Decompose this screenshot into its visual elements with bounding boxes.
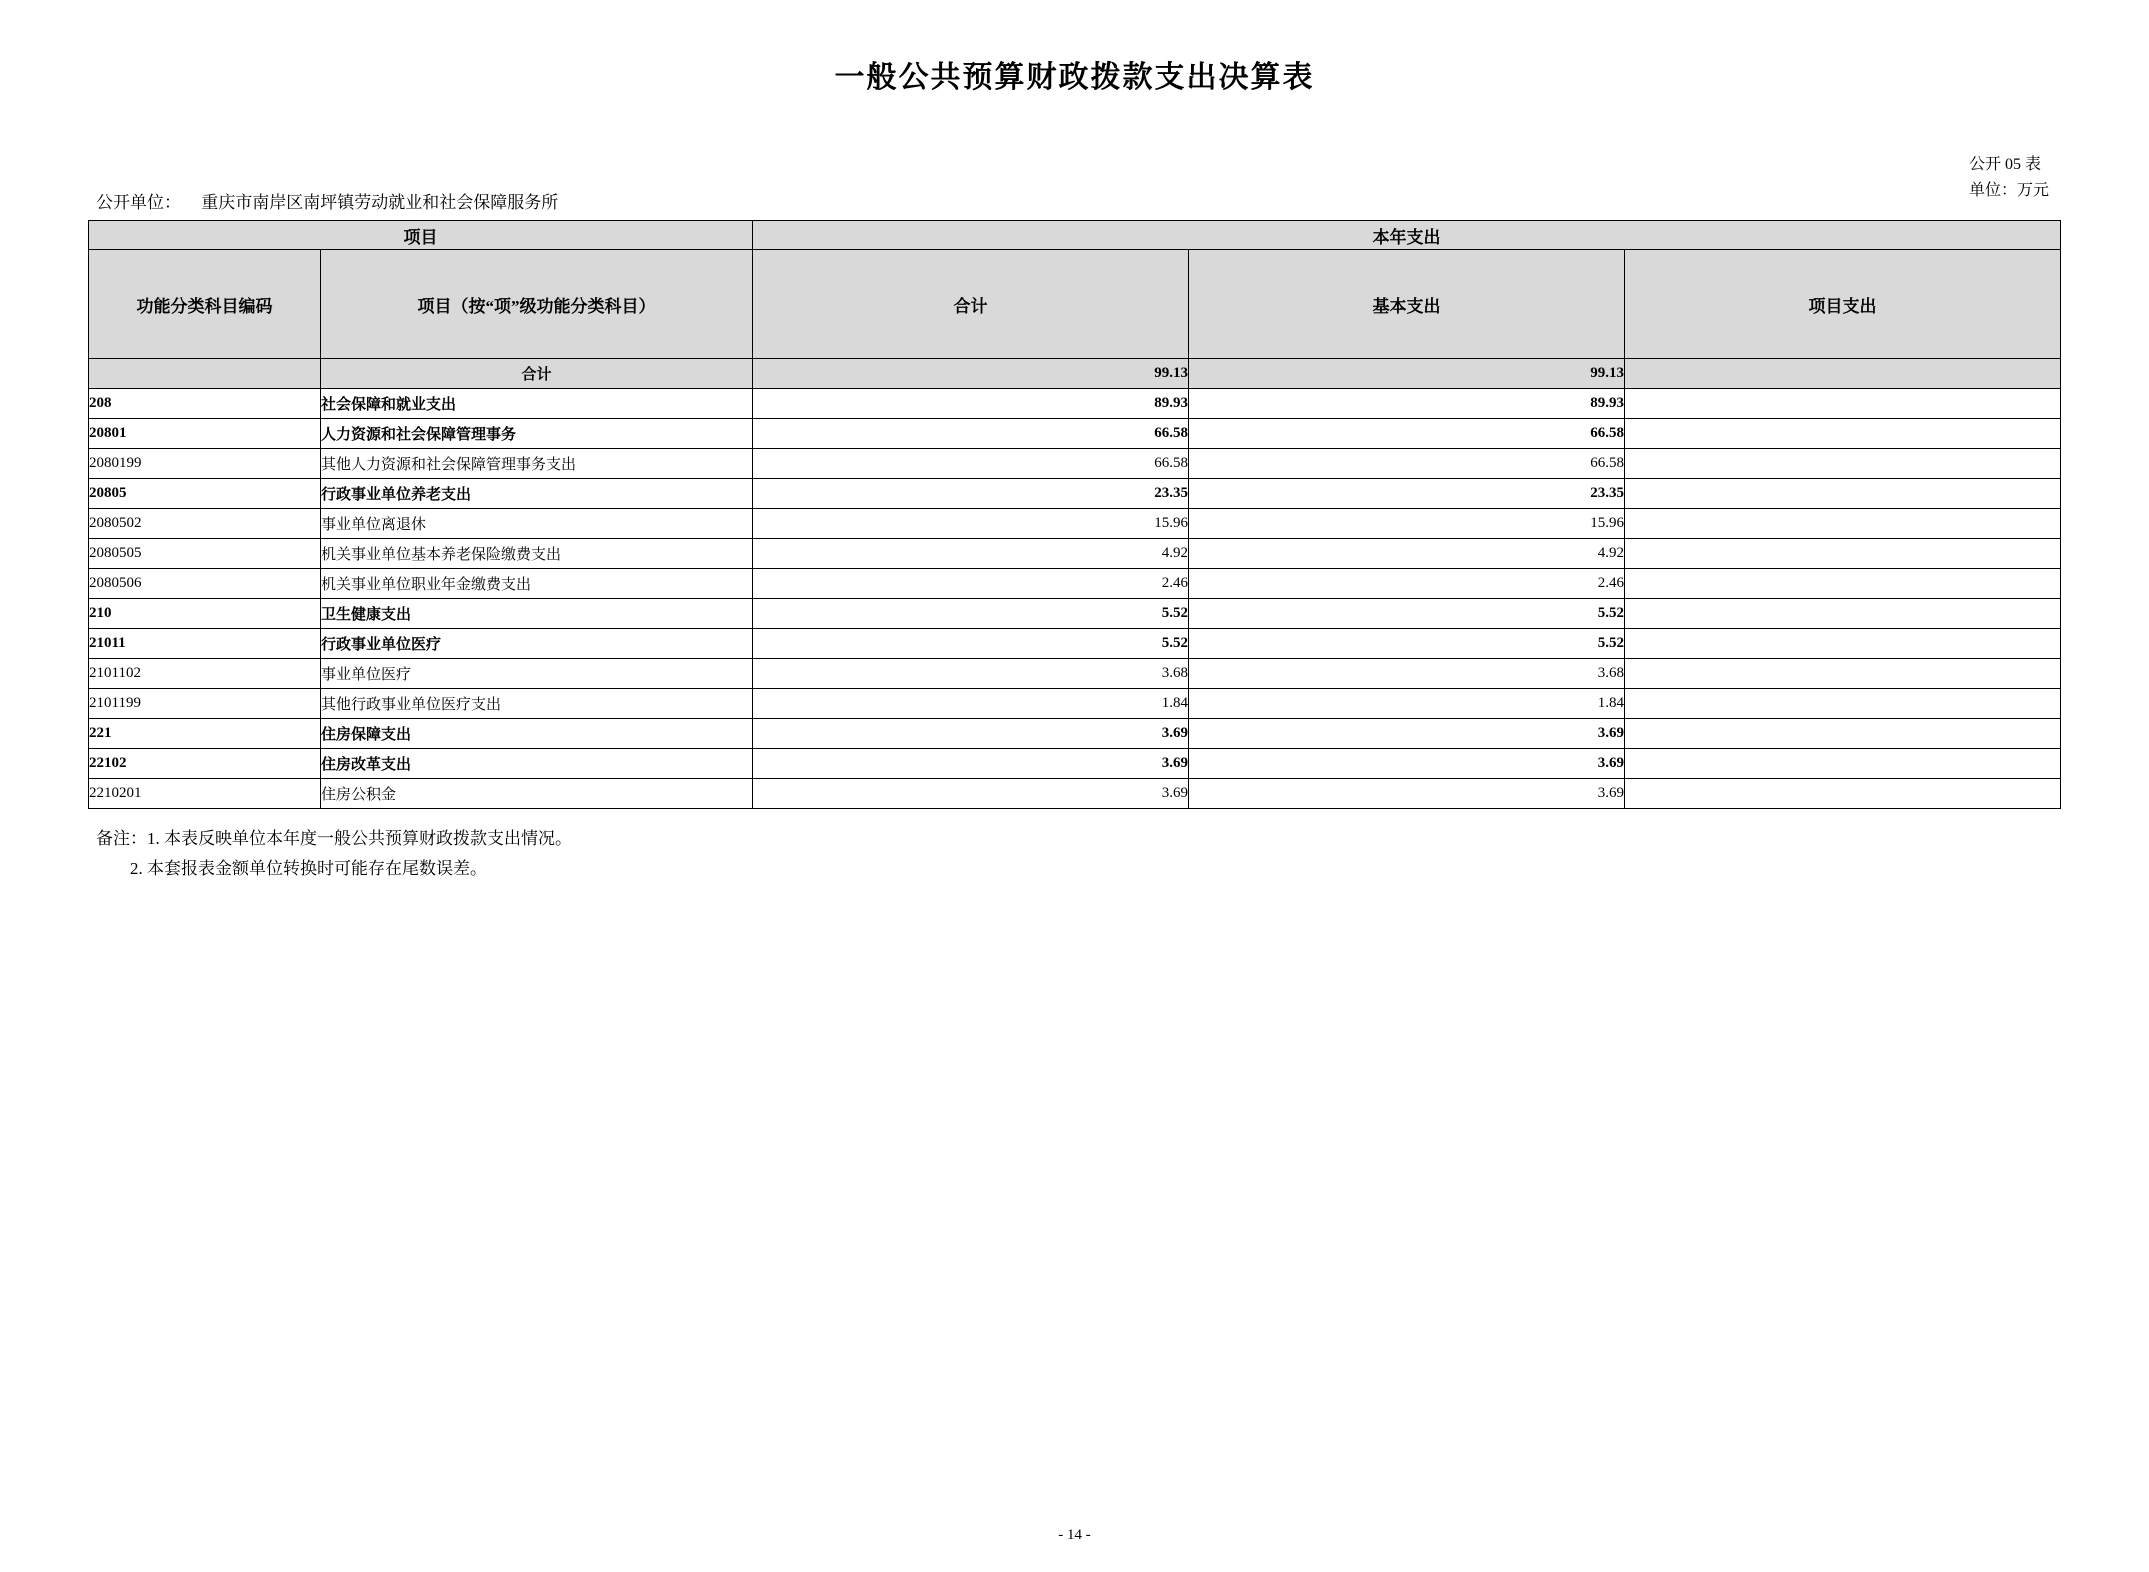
table-row (89, 749, 2061, 779)
cell-basic-expenditure: 66.58 (1189, 419, 1625, 449)
cell-project-expenditure (1625, 629, 2061, 659)
table-row (89, 569, 2061, 599)
amount-unit-label: 单位：万元 (1968, 182, 2049, 199)
cell-total: 3.69 (753, 749, 1189, 779)
group-header-item: 项目 (89, 221, 753, 250)
cell-total: 3.69 (753, 779, 1189, 809)
table-row (89, 539, 2061, 569)
cell-code: 2080502 (89, 509, 321, 539)
cell-project-expenditure (1625, 659, 2061, 689)
table-notes (96, 824, 572, 884)
cell-item-name: 其他人力资源和社会保障管理事务支出 (321, 449, 753, 479)
note-line-1: 备注：1. 本表反映单位本年度一般公共预算财政拨款支出情况。 (96, 829, 572, 848)
cell-total: 66.58 (753, 449, 1189, 479)
table-row (89, 779, 2061, 809)
cell-project-expenditure (1625, 689, 2061, 719)
document-page (0, 52, 2149, 1572)
cell-code: 2101102 (89, 659, 321, 689)
table-row (89, 359, 2061, 389)
cell-code: 2101199 (89, 689, 321, 719)
cell-code: 208 (89, 389, 321, 419)
publisher-name: 重庆市南岸区南坪镇劳动就业和社会保障服务所 (201, 193, 559, 212)
cell-project-expenditure (1625, 419, 2061, 449)
cell-basic-expenditure: 3.69 (1189, 719, 1625, 749)
cell-code: 210 (89, 599, 321, 629)
cell-total: 66.58 (753, 419, 1189, 449)
cell-total: 89.93 (753, 389, 1189, 419)
cell-item-name: 行政事业单位医疗 (321, 629, 753, 659)
cell-basic-expenditure: 3.68 (1189, 659, 1625, 689)
cell-basic-expenditure: 5.52 (1189, 629, 1625, 659)
cell-project-expenditure (1625, 749, 2061, 779)
cell-basic-expenditure: 3.69 (1189, 779, 1625, 809)
table-row (89, 659, 2061, 689)
cell-project-expenditure (1625, 449, 2061, 479)
page-title: 一般公共预算财政拨款支出决算表 (834, 61, 1315, 94)
cell-code (89, 359, 321, 389)
cell-total: 2.46 (753, 569, 1189, 599)
cell-code: 20801 (89, 419, 321, 449)
cell-item-name: 其他行政事业单位医疗支出 (321, 689, 753, 719)
cell-item-name: 人力资源和社会保障管理事务 (321, 419, 753, 449)
cell-basic-expenditure: 2.46 (1189, 569, 1625, 599)
cell-code: 20805 (89, 479, 321, 509)
cell-code: 22102 (89, 749, 321, 779)
cell-basic-expenditure: 99.13 (1189, 359, 1625, 389)
table-row (89, 509, 2061, 539)
table-body (89, 359, 2061, 809)
cell-project-expenditure (1625, 719, 2061, 749)
cell-item-name: 机关事业单位基本养老保险缴费支出 (321, 539, 753, 569)
budget-expenditure-table (88, 220, 2061, 809)
table-row (89, 419, 2061, 449)
cell-project-expenditure (1625, 599, 2061, 629)
cell-total: 99.13 (753, 359, 1189, 389)
cell-basic-expenditure: 23.35 (1189, 479, 1625, 509)
table-row (89, 479, 2061, 509)
publisher-label: 公开单位： (96, 193, 181, 212)
cell-total: 5.52 (753, 629, 1189, 659)
cell-basic-expenditure: 15.96 (1189, 509, 1625, 539)
cell-project-expenditure (1625, 509, 2061, 539)
cell-item-name: 住房保障支出 (321, 719, 753, 749)
cell-basic-expenditure: 66.58 (1189, 449, 1625, 479)
cell-item-name: 合计 (321, 359, 753, 389)
cell-item-name: 社会保障和就业支出 (321, 389, 753, 419)
cell-item-name: 事业单位离退休 (321, 509, 753, 539)
cell-item-name: 卫生健康支出 (321, 599, 753, 629)
cell-total: 1.84 (753, 689, 1189, 719)
page-number: - 14 - (1058, 1527, 1091, 1543)
cell-project-expenditure (1625, 779, 2061, 809)
cell-item-name: 事业单位医疗 (321, 659, 753, 689)
table-row (89, 629, 2061, 659)
table-row (89, 689, 2061, 719)
cell-total: 15.96 (753, 509, 1189, 539)
cell-total: 3.69 (753, 719, 1189, 749)
group-header-current-year: 本年支出 (753, 221, 2061, 250)
cell-basic-expenditure: 89.93 (1189, 389, 1625, 419)
table-group-header-row (89, 221, 2061, 250)
table-row (89, 449, 2061, 479)
cell-project-expenditure (1625, 569, 2061, 599)
table-row (89, 389, 2061, 419)
cell-basic-expenditure: 4.92 (1189, 539, 1625, 569)
cell-project-expenditure (1625, 479, 2061, 509)
cell-basic-expenditure: 3.69 (1189, 749, 1625, 779)
cell-basic-expenditure: 5.52 (1189, 599, 1625, 629)
cell-total: 23.35 (753, 479, 1189, 509)
form-meta (1969, 152, 2049, 204)
column-header-code: 功能分类科目编码 (89, 250, 321, 359)
cell-code: 21011 (89, 629, 321, 659)
cell-total: 5.52 (753, 599, 1189, 629)
table-row (89, 599, 2061, 629)
cell-total: 3.68 (753, 659, 1189, 689)
cell-code: 2080506 (89, 569, 321, 599)
cell-code: 2080199 (89, 449, 321, 479)
cell-total: 4.92 (753, 539, 1189, 569)
cell-code: 2080505 (89, 539, 321, 569)
form-number: 公开 05 表 (1968, 156, 2041, 173)
cell-item-name: 机关事业单位职业年金缴费支出 (321, 569, 753, 599)
cell-project-expenditure (1625, 359, 2061, 389)
table-row (89, 719, 2061, 749)
cell-item-name: 行政事业单位养老支出 (321, 479, 753, 509)
cell-code: 221 (89, 719, 321, 749)
column-header-total: 合计 (753, 250, 1189, 359)
table-header-row (89, 250, 2061, 359)
cell-project-expenditure (1625, 389, 2061, 419)
cell-item-name: 住房改革支出 (321, 749, 753, 779)
note-line-2: 2. 本套报表金额单位转换时可能存在尾数误差。 (130, 859, 487, 878)
column-header-project: 项目支出 (1625, 250, 2061, 359)
cell-project-expenditure (1625, 539, 2061, 569)
cell-item-name: 住房公积金 (321, 779, 753, 809)
cell-basic-expenditure: 1.84 (1189, 689, 1625, 719)
column-header-basic: 基本支出 (1189, 250, 1625, 359)
column-header-item-name: 项目（按“项”级功能分类科目） (321, 250, 753, 359)
publisher-line (96, 188, 558, 213)
cell-code: 2210201 (89, 779, 321, 809)
